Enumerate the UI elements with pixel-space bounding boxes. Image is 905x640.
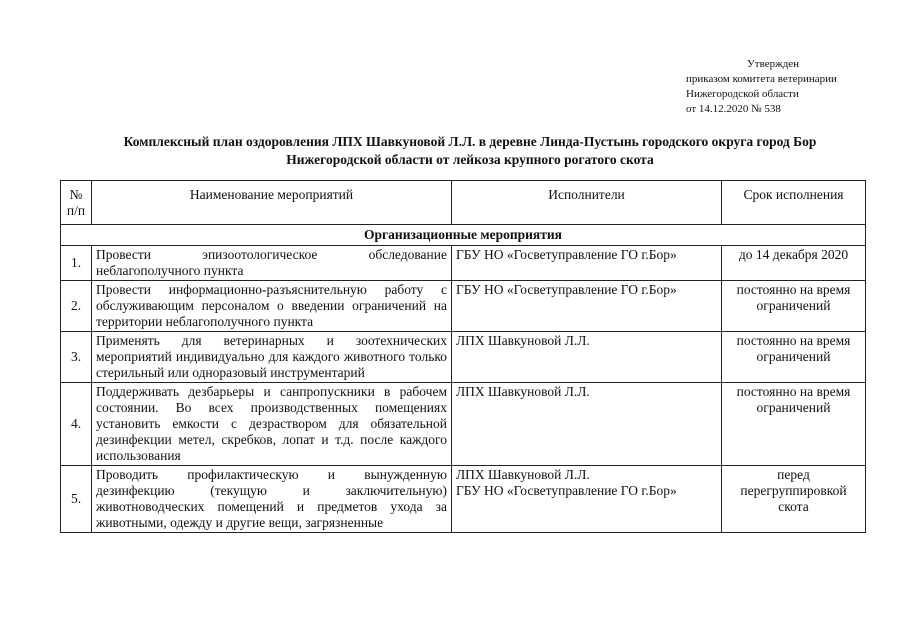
row-term: постоянно на время ограничений xyxy=(722,383,866,466)
row-executor xyxy=(452,383,722,466)
approval-stamp xyxy=(686,57,837,117)
row-num: 4. xyxy=(61,383,92,466)
executor-line: ЛПХ Шавкуновой Л.Л. xyxy=(456,467,590,482)
executor-line: ГБУ НО «Госветуправление ГО г.Бор» xyxy=(456,483,677,498)
plan-table xyxy=(60,180,866,533)
row-action: Провести информационно-разъяснительную работу с обслуживающим персоналом о введении ограничений на территории неблагополучного пункта xyxy=(92,281,452,332)
row-action: Проводить профилактическую и вынужденную дезинфекцию (текущую и заключительную) животноводческих помещений и предметов ухода за животными, одежду и другие вещи, загрязненные xyxy=(92,466,452,533)
row-action: Поддерживать дезбарьеры и санпропускники в рабочем состоянии. Во всех производственных помещениях установить емкости с дезраствором для обязательной дезинфекции метел, скребков, лопат и т.д. после каждого использования xyxy=(92,383,452,466)
row-num: 3. xyxy=(61,332,92,383)
executor-line: ЛПХ Шавкуновой Л.Л. xyxy=(456,384,590,399)
section-row xyxy=(61,225,866,246)
header-term: Срок исполнения xyxy=(722,181,866,225)
header-num: № п/п xyxy=(61,181,92,225)
title-line: Комплексный план оздоровления ЛПХ Шавкуновой Л.Л. в деревне Линда-Пустынь городского округа город Бор xyxy=(123,134,817,149)
executor-line: ГБУ НО «Госветуправление ГО г.Бор» xyxy=(456,282,677,297)
header-name: Наименование мероприятий xyxy=(92,181,452,225)
row-action: Применять для ветеринарных и зоотехнических мероприятий индивидуально для каждого животного только стерильный или одноразовый инструментарий xyxy=(92,332,452,383)
section-title: Организационные мероприятия xyxy=(61,225,866,246)
row-term: до 14 декабря 2020 xyxy=(722,246,866,281)
table-row xyxy=(61,466,866,533)
row-term: перед перегруппировкой скота xyxy=(722,466,866,533)
row-num: 5. xyxy=(61,466,92,533)
row-executor xyxy=(452,466,722,533)
row-executor xyxy=(452,246,722,281)
row-executor xyxy=(452,332,722,383)
table-header-row xyxy=(61,181,866,225)
row-action: Провести эпизоотологическое обследование неблагополучного пункта xyxy=(92,246,452,281)
row-num: 1. xyxy=(61,246,92,281)
row-term: постоянно на время ограничений xyxy=(722,281,866,332)
row-num: 2. xyxy=(61,281,92,332)
row-executor xyxy=(452,281,722,332)
document-title xyxy=(40,133,900,169)
header-executors: Исполнители xyxy=(452,181,722,225)
row-term: постоянно на время ограничений xyxy=(722,332,866,383)
approval-line: Нижегородской области xyxy=(686,88,799,100)
approval-line: от 14.12.2020 № 538 xyxy=(686,103,781,115)
executor-line: ЛПХ Шавкуновой Л.Л. xyxy=(456,333,590,348)
table-row xyxy=(61,383,866,466)
title-line: Нижегородской области от лейкоза крупного рогатого скота xyxy=(286,152,654,167)
approval-line: приказом комитета ветеринарии xyxy=(686,73,837,85)
table-row xyxy=(61,332,866,383)
table-row xyxy=(61,281,866,332)
approval-line: Утвержден xyxy=(747,58,800,70)
executor-line: ГБУ НО «Госветуправление ГО г.Бор» xyxy=(456,247,677,262)
table-row xyxy=(61,246,866,281)
